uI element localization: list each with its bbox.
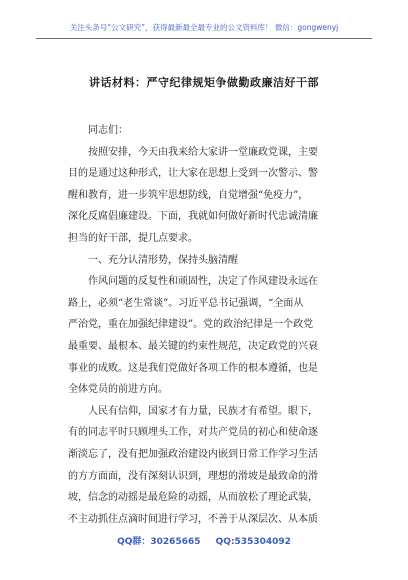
paragraph-line: 按照安排，今天由我来给大家讲一堂廉政党课，主要 [88,146,318,158]
paragraph-line: 有的同志平时只顾埋头工作，对共产党员的初心和使命逐 [68,427,318,439]
paragraph-line: 担当的好干部，提几点要求。 [68,232,198,244]
footer-qq-number: QQ:535304092 [215,537,291,547]
paragraph-line: 路上，必须“老生常谈”。习近平总书记强调，“全面从 [68,297,304,309]
header-promo-text: 关注头条号“公文研究”，获得最新最全最专业的公文资料库！ 微信：gongwenyj [69,23,339,32]
paragraph-line: 醒和教育，进一步筑牢思想防线，自觉增强“免疫力”， [68,189,309,201]
document-title: 讲话材料：严守纪律规矩争做勤政廉洁好干部 [89,76,319,89]
paragraph-line: 坡，信念的动摇是最危险的动摇，从而放松了理论武装， [68,492,318,504]
paragraph-line: 事业的成败。这是我们党做好各项工作的根本遵循，也是 [68,362,318,374]
footer [0,534,408,547]
paragraph-line: 作风问题的反复性和顽固性，决定了作风建设永远在 [88,276,318,288]
paragraph-line: 不主动抓住点滴时间进行学习，不善于从深层次、从本质 [68,513,318,525]
paragraph-line: 同志们： [88,125,128,136]
document-body [68,120,348,530]
paragraph-line: 目的是通过这种形式，让大家在思想上受到一次警示、警 [68,168,318,180]
header-divider [36,38,372,39]
footer-qq-group: QQ群：30265665 [117,537,201,547]
paragraph-line: 渐淡忘了，没有把加强政治建设内嵌到日常工作学习生活 [68,448,318,460]
paragraph-line: 全体党员的前进方向。 [68,384,168,396]
paragraph-line: 的方方面面，没有深刻认识到，理想的滑坡是最致命的滑 [68,470,318,482]
paragraph-line: 一、充分认清形势，保持头脑清醒 [88,254,238,266]
paragraph-line: 严治党，重在加强纪律建设”。党的政治纪律是一个政党 [68,319,314,331]
paragraph-line: 深化反腐倡廉建设。下面，我就如何做好新时代忠诚清廉 [68,211,318,223]
paragraph-line: 最重要、最根本、最关键的约束性规范，决定政党的兴衰 [68,340,318,352]
paragraph-line: 人民有信仰，国家才有力量，民族才有希望。眼下， [88,405,318,417]
